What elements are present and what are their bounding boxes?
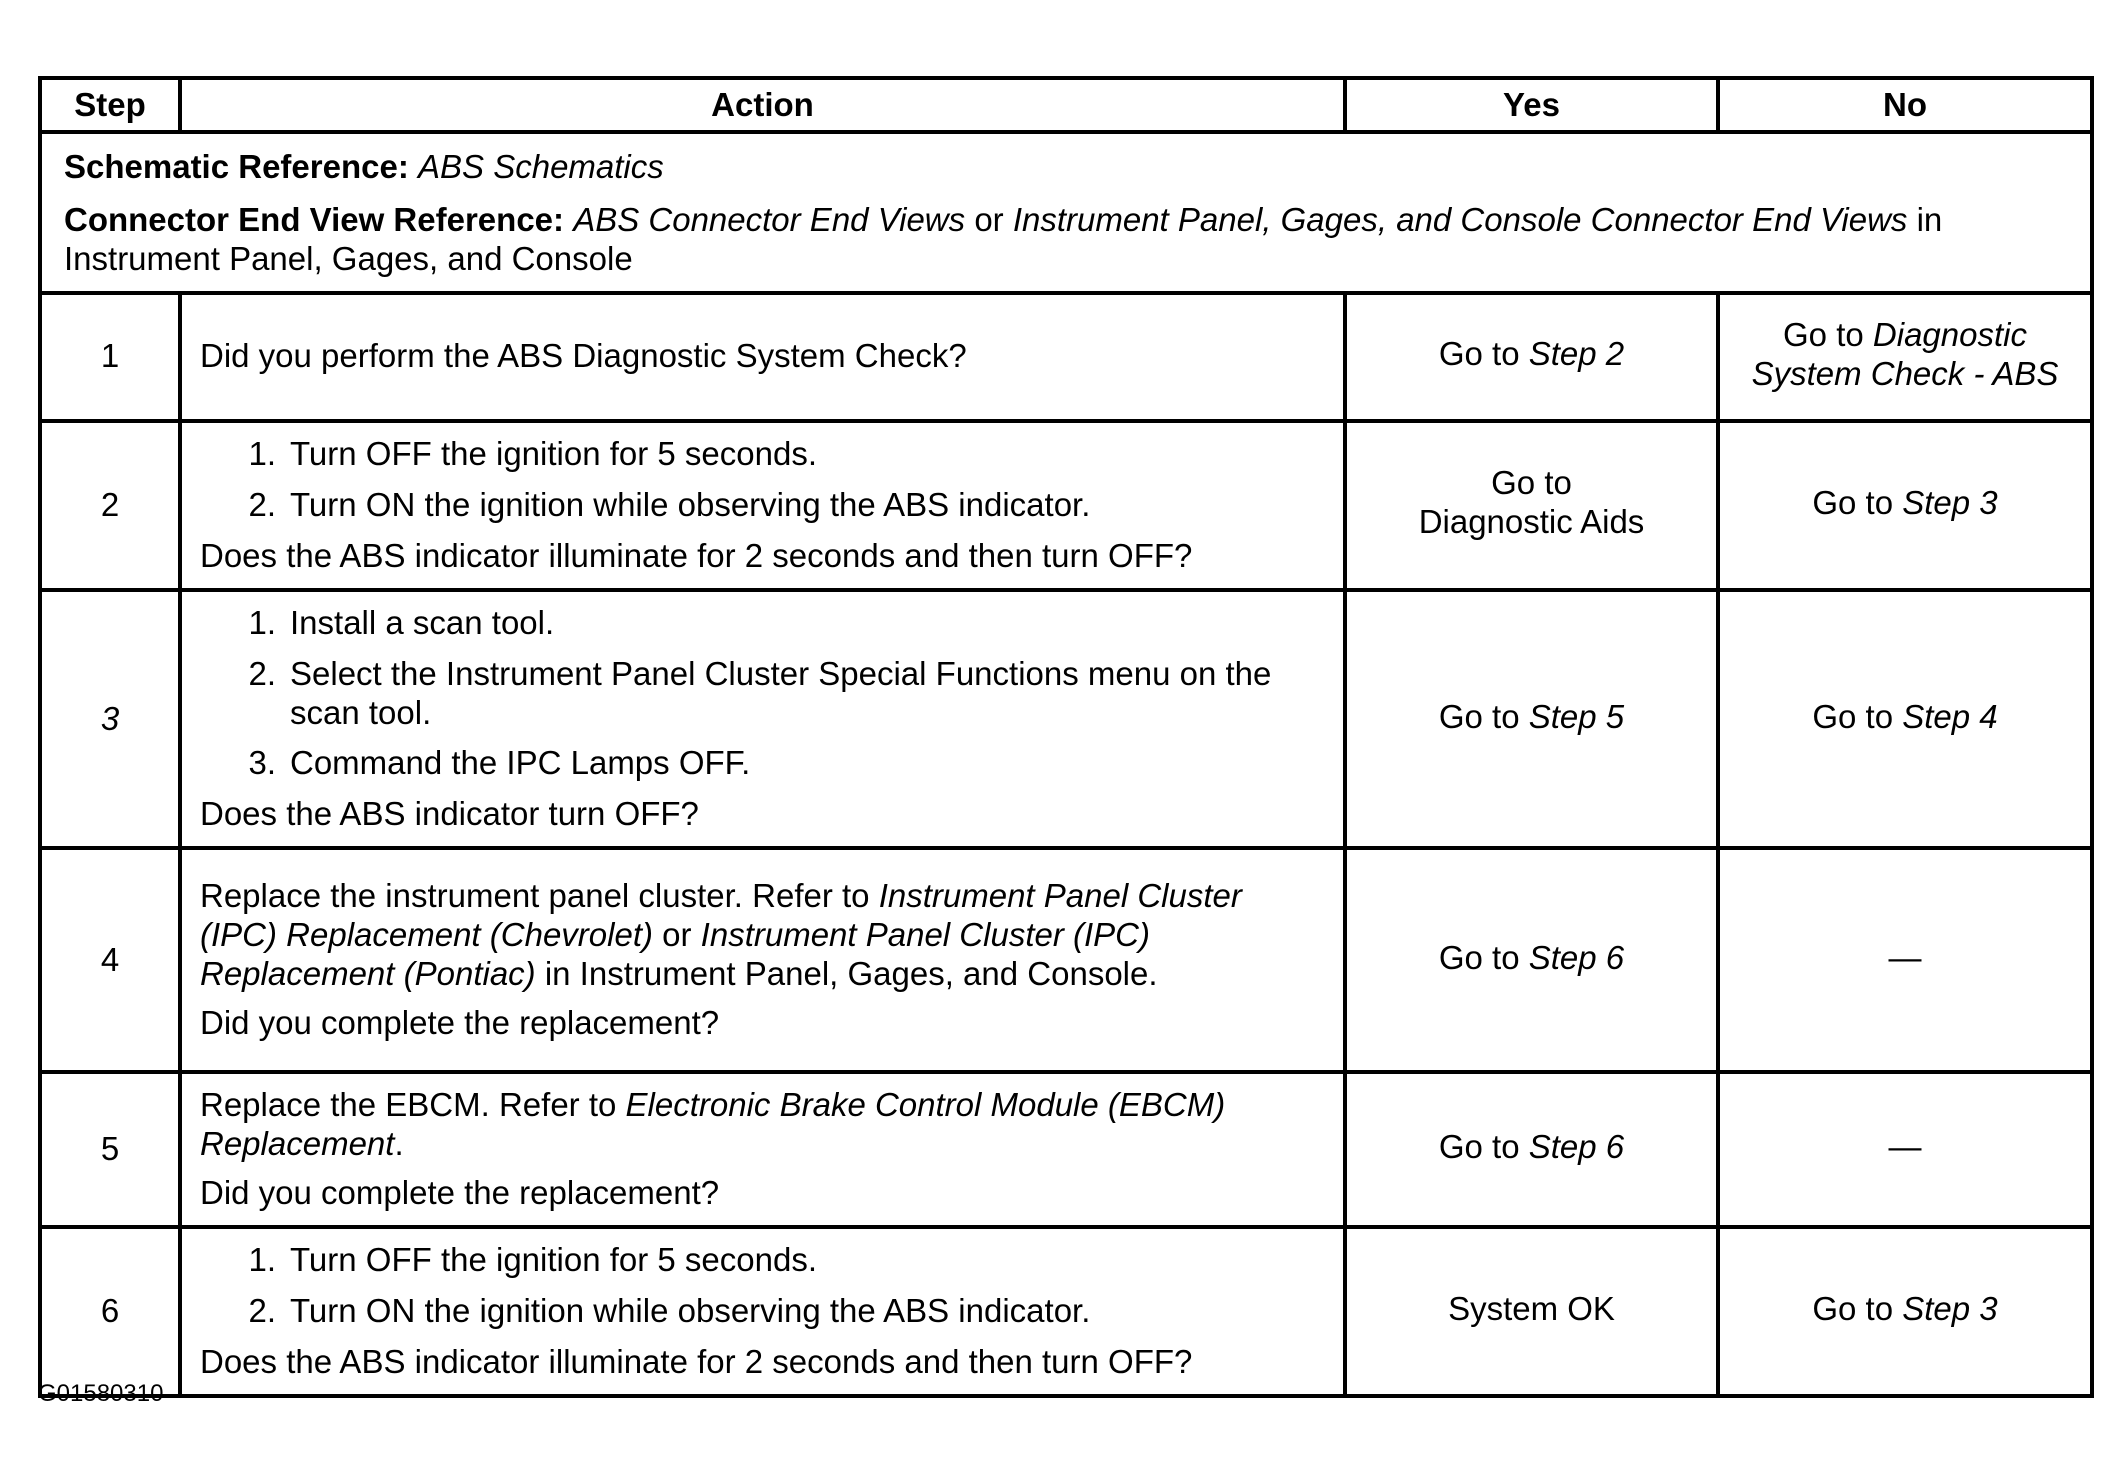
step-instructions <box>200 435 1327 525</box>
yes-prefix: Go to <box>1438 1128 1520 1166</box>
instruction-end: . <box>394 1125 404 1163</box>
step-question: Does the ABS indicator illuminate for 2 seconds and then turn OFF? <box>200 536 1193 574</box>
step-action <box>180 1072 1345 1227</box>
instruction-text: Replace the instrument panel cluster. Refer to <box>200 877 870 915</box>
no-result: — <box>1718 848 2092 1072</box>
yes-link[interactable]: Step 5 <box>1528 697 1625 735</box>
item-number: 1. <box>248 1241 276 1279</box>
table-row <box>40 293 2092 421</box>
yes-result <box>1345 590 1718 849</box>
instruction-link-pontiac[interactable]: Instrument Panel Cluster (IPC) Replacement (Pontiac) <box>200 916 1150 993</box>
step-action <box>180 421 1345 590</box>
step-action <box>180 293 1345 421</box>
no-link[interactable]: Diagnostic System Check - ABS <box>1751 315 2059 392</box>
header-yes: Yes <box>1345 78 1718 132</box>
step-question: Did you perform the ABS Diagnostic System Check? <box>200 337 967 375</box>
list-item <box>200 604 1327 643</box>
yes-link[interactable]: Step 6 <box>1528 938 1625 976</box>
schematic-reference-link[interactable]: ABS Schematics <box>418 148 664 185</box>
header-step: Step <box>40 78 180 132</box>
header-action: Action <box>180 78 1345 132</box>
instruction-link-chevrolet[interactable]: Instrument Panel Cluster (IPC) Replacement (Chevrolet) <box>200 877 1242 954</box>
step-question: Does the ABS indicator illuminate for 2 seconds and then turn OFF? <box>200 1343 1193 1380</box>
no-link[interactable]: Step 4 <box>1902 697 1998 735</box>
step-number: 5 <box>40 1072 180 1227</box>
step-question: Did you complete the replacement? <box>200 1004 720 1042</box>
item-text: Install a scan tool. <box>290 603 555 641</box>
connector-reference <box>64 201 2074 279</box>
step-number: 4 <box>40 848 180 1072</box>
item-number: 1. <box>248 603 276 641</box>
no-result <box>1718 421 2092 590</box>
step-number: 3 <box>40 590 180 849</box>
schematic-reference-label: Schematic Reference: <box>64 148 409 185</box>
yes-prefix: Go to <box>1438 335 1520 373</box>
reference-row <box>40 132 2092 293</box>
diagnostic-table <box>38 76 2094 1398</box>
yes-link[interactable]: Step 6 <box>1528 1128 1625 1166</box>
no-prefix: Go to <box>1812 483 1894 521</box>
step-question: Did you complete the replacement? <box>200 1174 720 1212</box>
item-number: 2. <box>248 485 276 523</box>
header-row <box>40 78 2092 132</box>
yes-result <box>1345 1072 1718 1227</box>
reference-cell <box>40 132 2092 293</box>
no-prefix: Go to <box>1783 315 1864 353</box>
header-no: No <box>1718 78 2092 132</box>
no-link[interactable]: Step 3 <box>1902 483 1998 521</box>
no-prefix: Go to <box>1812 697 1894 735</box>
table-row <box>40 590 2092 849</box>
list-item <box>200 486 1327 525</box>
step-action <box>180 590 1345 849</box>
no-prefix: Go to <box>1812 1290 1894 1328</box>
item-text: Turn ON the ignition while observing the ABS indicator. <box>290 485 1091 523</box>
step-instruction <box>200 1086 1327 1164</box>
yes-result <box>1345 421 1718 590</box>
item-number: 3. <box>248 744 276 782</box>
yes-result <box>1345 293 1718 421</box>
connector-reference-link-abs[interactable]: ABS Connector End Views <box>573 200 966 238</box>
yes-prefix: Go to <box>1438 938 1520 976</box>
connector-reference-label: Connector End View Reference: <box>64 200 565 238</box>
yes-result <box>1345 848 1718 1072</box>
item-number: 1. <box>248 434 276 472</box>
list-item <box>200 1292 1327 1331</box>
step-number: 1 <box>40 293 180 421</box>
schematic-reference <box>64 148 2074 187</box>
instruction-text: Replace the EBCM. Refer to <box>200 1086 617 1124</box>
connector-reference-or: or <box>974 200 1004 238</box>
yes-prefix: Go to <box>1491 464 1572 502</box>
item-text: Turn OFF the ignition for 5 seconds. <box>290 434 818 472</box>
instruction-link-ebcm[interactable]: Electronic Brake Control Module (EBCM) Replacement <box>200 1086 1226 1163</box>
no-link[interactable]: Step 3 <box>1902 1290 1998 1328</box>
no-result <box>1718 293 2092 421</box>
no-result <box>1718 590 2092 849</box>
instruction-or: or <box>662 916 692 954</box>
step-number: 6 <box>40 1227 180 1396</box>
table-row <box>40 421 2092 590</box>
step-action <box>180 1227 1345 1396</box>
figure-id: G01580310 <box>38 1380 164 1407</box>
table-row <box>40 848 2092 1072</box>
instruction-in: in Instrument Panel, Gages, and Console. <box>544 955 1158 993</box>
step-number: 2 <box>40 421 180 590</box>
no-result <box>1718 1227 2092 1396</box>
item-text: Command the IPC Lamps OFF. <box>290 744 751 782</box>
item-number: 2. <box>248 1292 276 1330</box>
step-action <box>180 848 1345 1072</box>
yes-link[interactable]: Step 2 <box>1528 335 1625 373</box>
step-instructions <box>200 1241 1327 1331</box>
list-item <box>200 744 1327 783</box>
list-item <box>200 655 1327 733</box>
yes-result: System OK <box>1345 1227 1718 1396</box>
connector-reference-in: in Instrument Panel, Gages, and Console <box>64 200 1943 277</box>
list-item <box>200 1241 1327 1280</box>
step-instructions <box>200 604 1327 784</box>
item-text: Turn ON the ignition while observing the ABS indicator. <box>290 1292 1091 1330</box>
step-question: Does the ABS indicator turn OFF? <box>200 795 699 833</box>
yes-link[interactable]: Diagnostic Aids <box>1418 503 1645 541</box>
connector-reference-link-ipc[interactable]: Instrument Panel, Gages, and Console Connector End Views <box>1012 200 1908 238</box>
item-text: Select the Instrument Panel Cluster Special Functions menu on the scan tool. <box>290 654 1272 731</box>
item-number: 2. <box>248 654 276 692</box>
item-text: Turn OFF the ignition for 5 seconds. <box>290 1241 818 1279</box>
table-row <box>40 1227 2092 1396</box>
step-instruction <box>200 877 1327 994</box>
table-row <box>40 1072 2092 1227</box>
list-item <box>200 435 1327 474</box>
no-result: — <box>1718 1072 2092 1227</box>
yes-prefix: Go to <box>1438 697 1520 735</box>
